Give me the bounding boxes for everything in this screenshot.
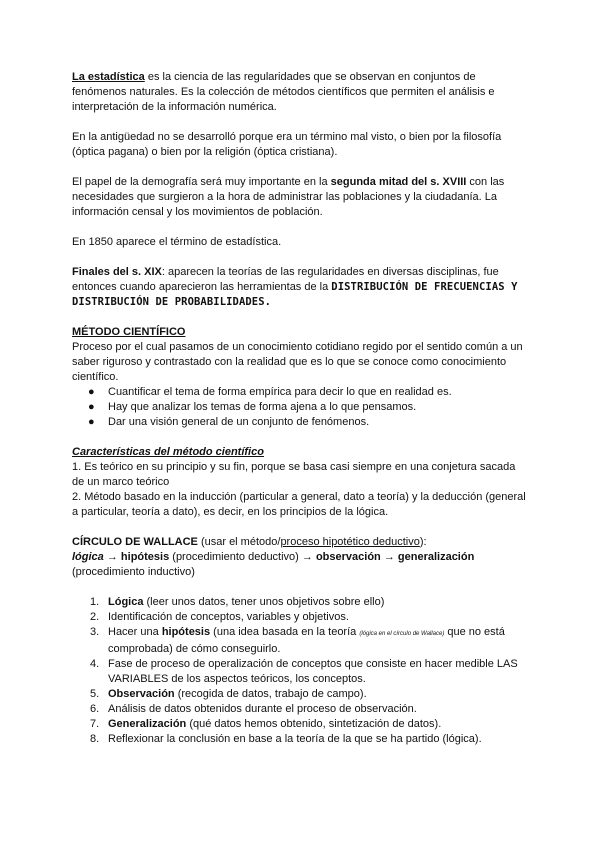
step-text: Análisis de datos obtenidos durante el proceso de observación. bbox=[108, 703, 417, 715]
step-number: 4. bbox=[90, 658, 100, 670]
step-number: 6. bbox=[90, 703, 100, 715]
finales-bold: Finales del s. XIX bbox=[72, 266, 162, 278]
step-text: Identificación de conceptos, variables y objetivos. bbox=[108, 611, 349, 623]
list-item bbox=[90, 687, 528, 702]
step-number: 5. bbox=[90, 688, 100, 700]
chain-observacion: observación bbox=[315, 551, 381, 563]
list-item bbox=[88, 400, 528, 415]
finales-paragraph bbox=[72, 265, 528, 310]
wallace-paren-close: ): bbox=[419, 536, 427, 548]
caracteristicas-item-2: 2. Método basado en la inducción (particular a general, dato a teoría) y la deducción (general a particular, teoría a dato), es decir, en los principios de la lógica. bbox=[72, 491, 526, 518]
step-detail-after: que no está comprobada) de cómo conseguirlo. bbox=[108, 626, 505, 655]
list-item bbox=[90, 702, 528, 717]
bullet-text: Hay que analizar los temas de forma ajena a lo que pensamos. bbox=[108, 401, 417, 413]
bullet-text: Cuantificar el tema de forma empírica para decir lo que en realidad es. bbox=[108, 386, 452, 398]
bullet-text: Dar una visión general de un conjunto de fenómenos. bbox=[108, 416, 370, 428]
caracteristicas-heading: Características del método científico bbox=[72, 446, 264, 458]
step-detail: (recogida de datos, trabajo de campo). bbox=[174, 688, 367, 700]
wallace-heading bbox=[72, 535, 528, 550]
intro-paragraph bbox=[72, 70, 528, 115]
step-prefix: Hacer una bbox=[108, 626, 162, 638]
list-item bbox=[90, 625, 528, 657]
step-number: 2. bbox=[90, 611, 100, 623]
year-1850-paragraph: En 1850 aparece el término de estadística. bbox=[72, 236, 282, 248]
list-item bbox=[90, 610, 528, 625]
list-item bbox=[90, 732, 528, 747]
step-bold: Lógica bbox=[108, 596, 144, 608]
list-item bbox=[90, 657, 528, 687]
step-number: 7. bbox=[90, 718, 100, 730]
wallace-steps-list bbox=[72, 595, 528, 747]
list-item bbox=[90, 717, 528, 732]
step-detail: (qué datos hemos obtenido, sintetización de datos). bbox=[186, 718, 442, 730]
wallace-paren-open: (usar el método/ bbox=[197, 536, 281, 548]
antiguedad-paragraph: En la antigüedad no se desarrolló porque era un término mal visto, o bien por la filosofía (óptica pagana) o bien por la religión (óptica cristiana). bbox=[72, 131, 502, 158]
step-text bbox=[108, 687, 528, 702]
step-text bbox=[108, 717, 528, 732]
step-text bbox=[108, 625, 528, 657]
chain-hipotesis: hipótesis bbox=[120, 551, 170, 563]
chain-deductivo: (procedimiento deductivo) → bbox=[169, 551, 316, 563]
step-tiny-note: (lógica en el círculo de Wallace) bbox=[359, 631, 445, 637]
step-bold: hipótesis bbox=[161, 626, 211, 638]
demografia-paragraph bbox=[72, 175, 528, 220]
arrow-icon: → bbox=[103, 551, 121, 563]
step-text: Reflexionar la conclusión en base a la teoría de la que se ha partido (lógica). bbox=[108, 733, 482, 745]
caracteristicas-item-1: 1. Es teórico en su principio y su fin, porque se basa casi siempre en una conjetura sacada de un marco teórico bbox=[72, 461, 516, 488]
wallace-chain bbox=[72, 550, 528, 565]
distribuciones-strong: DISTRIBUCIÓN DE FRECUENCIAS Y DISTRIBUCIÓN DE PROBABILIDADES. bbox=[72, 281, 518, 308]
chain-logica: lógica bbox=[72, 551, 104, 563]
demografia-text-after: con las necesidades que surgieron a la hora de administrar las poblaciones y la ciudadanía. La información censal y los movimientos de población. bbox=[72, 176, 505, 218]
bullet-icon: ● bbox=[88, 416, 95, 428]
metodo-bullet-list bbox=[72, 385, 528, 430]
step-bold: Observación bbox=[108, 688, 175, 700]
finales-text: : aparecen la teorías de las regularidades en diversas disciplinas, fue entonces cuando aparecieron las herramientas de la bbox=[72, 266, 499, 293]
metodo-heading: MÉTODO CIENTÍFICO bbox=[72, 326, 186, 338]
demografia-bold: segunda mitad del s. XVIII bbox=[330, 176, 467, 188]
arrow-icon: → bbox=[380, 551, 398, 563]
bullet-icon: ● bbox=[88, 386, 95, 398]
metodo-paragraph: Proceso por el cual pasamos de un conocimiento cotidiano regido por el sentido común a un saber riguroso y contrastado con la realidad que es lo que se conoce como conocimiento científico. bbox=[72, 341, 523, 383]
list-item bbox=[90, 595, 528, 610]
step-number: 8. bbox=[90, 733, 100, 745]
list-item bbox=[88, 385, 528, 400]
step-detail: (una idea basada en la teoría bbox=[210, 626, 360, 638]
intro-text: es la ciencia de las regularidades que se observan en conjuntos de fenómenos naturales. Es la colección de métodos científicos que permiten el análisis e interpretación de la información numérica. bbox=[72, 71, 495, 113]
step-text bbox=[108, 595, 528, 610]
chain-inductivo: (procedimiento inductivo) bbox=[72, 566, 195, 578]
list-item bbox=[88, 415, 528, 430]
term-estadistica: La estadística bbox=[72, 71, 145, 83]
wallace-title: CÍRCULO DE WALLACE bbox=[72, 536, 198, 548]
bullet-icon: ● bbox=[88, 401, 95, 413]
step-number: 1. bbox=[90, 596, 100, 608]
demografia-text-before: El papel de la demografía será muy importante en la bbox=[72, 176, 331, 188]
step-bold: Generalización bbox=[108, 718, 187, 730]
step-detail: (leer unos datos, tener unos objetivos sobre ello) bbox=[143, 596, 385, 608]
chain-generalizacion: generalización bbox=[397, 551, 475, 563]
step-number: 3. bbox=[90, 626, 100, 638]
wallace-underlined: proceso hipotético deductivo bbox=[280, 536, 420, 548]
step-text: Fase de proceso de operalización de conceptos que consiste en hacer medible LAS VARIABLES de los aspectos teóricos, los conceptos. bbox=[108, 658, 518, 685]
